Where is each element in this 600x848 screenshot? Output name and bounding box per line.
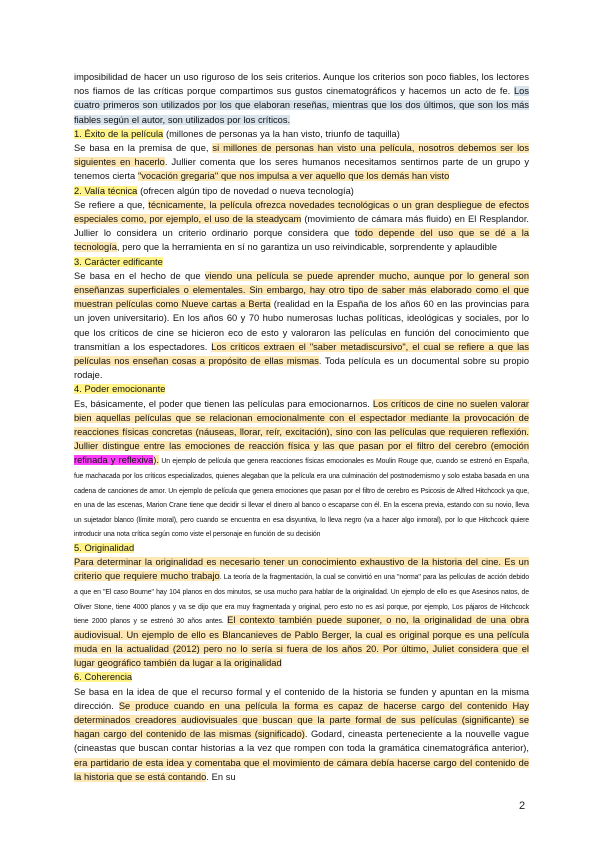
text-run: (millones de personas ya la han visto, triunfo de taquilla) [163, 128, 400, 139]
section-heading [74, 382, 529, 396]
highlighted-text: "vocación gregaria" que nos impulsa a ver aquello que los demás han visto [137, 171, 450, 182]
highlighted-text: 6. Coherencia [74, 672, 133, 683]
highlighted-text: 4. Poder emocionante [74, 384, 166, 395]
highlighted-text: 3. Carácter edificante [74, 256, 163, 267]
text-run: . Toda película es un documental sobre su propio rodaje. [74, 356, 529, 381]
paragraph [74, 685, 529, 784]
text-run: imposibilidad de hacer un uso riguroso de los seis criterios. Aunque los criterios son poco fiables, los lectores nos fiamos de las críticas porque compartimos sus gustos cinematográficos y hacemos un acto de fe. [74, 72, 529, 97]
text-run: Se basa en la idea de que el recurso formal y el contenido de la historia se funden y apuntan en la misma dirección. [74, 686, 529, 711]
paragraph [74, 141, 529, 184]
paragraph [74, 269, 529, 383]
text-run: Es, básicamente, el poder que tienen las películas para emocionarnos. [74, 398, 373, 409]
text-run: , pero que la herramienta en sí no garantiza un uso reivindicable, sorprendente y aplaudible [116, 242, 497, 253]
page-number: 2 [519, 800, 526, 812]
text-run: . Godard, cineasta perteneciente a la nouvelle vague (cineastas que buscan contar historias a la vez que rompen con toda la gramática cinematográfica anterior), [74, 729, 529, 754]
section-heading [74, 541, 529, 555]
highlighted-text: si millones de personas han visto una película, nosotros debemos ser los siguientes en hacerlo [74, 143, 529, 168]
document-page [74, 70, 529, 784]
highlighted-text: era partidario de esta idea y comentaba que el movimiento de cámara debía hacerse cargo del contenido de la historia que se está contando [74, 757, 529, 782]
paragraph [74, 198, 529, 255]
highlighted-text: 1. Éxito de la película [74, 128, 164, 139]
highlighted-text: Se produce cuando en una película la forma es capaz de hacerse cargo del contenido Hay determinados creadores audiovisuales que buscan que la parte formal de sus películas (significante) se hagan cargo del contenido de las mismas (significado) [74, 700, 529, 740]
section-heading [74, 255, 529, 269]
paragraph [74, 397, 529, 541]
paragraph [74, 70, 529, 127]
highlighted-text: 2. Valía técnica [74, 185, 138, 196]
text-run: Se basa en la premisa de que, [74, 143, 213, 154]
highlighted-text: viendo una película se puede aprender mucho, aunque por lo general son enseñanzas superficiales o elementales [74, 270, 529, 296]
section-heading [74, 184, 529, 198]
example-text: . La teoría de la fragmentación, la cual se convirtió en una "norma" para las películas de acción debido a que en "El caso Bourne" hay 104 planos en dos minutos, se usa mucho para hablar de la originalidad. Un ejemplo de ello es que Asesinos natos, de Oliver Stone, tiene 4000 planos y va se dijo que era muy fragmentada y original, pero esto no es así porque, por ejemplo, Los pájaros de Hitchcock tiene 2000 planos y se estrenó 30 años antes. [74, 574, 529, 626]
section-heading [74, 670, 529, 684]
paragraph [74, 555, 529, 670]
highlighted-text: todo depende del uso que se dé a la tecnología [74, 228, 529, 253]
highlighted-text: refinada y reflexiva [74, 455, 154, 466]
highlighted-text: ). [153, 455, 159, 466]
text-run: (ofrecen algún tipo de novedad o nueva tecnología) [137, 185, 354, 196]
highlighted-text: técnicamente, la película ofrezca novedades tecnológicas o un gran despliegue de efectos especiales como, por ejemplo, el uso de la steadycam [74, 199, 529, 225]
text-run: . Jullier comenta que los seres humanos necesitamos sentirnos parte de un grupo y tenemos cierta [74, 157, 529, 182]
highlighted-text: Los críticos de cine no suelen valorar bien aquellas películas que se relacionan emocionalmente con el espectador mediante la provocación de reacciones físicas concretas (náuseas, llorar, reír, excitación), sino con las películas que requieren reflexión. Jullier distingue entre las emociones de reacción física y las que pasan por el filtro del cerebro (emoción [74, 398, 530, 452]
highlighted-text: . Sin embargo, hay otro tipo de saber más elaborado como el que muestran películas como Nueve cartas a Berta [74, 285, 530, 310]
highlighted-text: 5. Originalidad [74, 543, 135, 554]
highlighted-text: Los críticos extraen el "saber metadiscursivo", el cual se refiere a que las películas nos enseñan cosas a propósito de ellas mismas [74, 341, 529, 367]
text-run: Se basa en el hecho de que [74, 270, 205, 281]
highlighted-text: El contexto también puede suponer, o no, la originalidad de una obra audiovisual. Un ejemplo de ello es Blancanieves de Pablo Berger, la cual es original porque es una película muda en la actualidad (2012) pero no lo sería si fuera de los años 20. Por último, Juliet considera que el lugar geográfico también da lugar a la originalidad [74, 615, 529, 669]
example-text: Un ejemplo de película que genera reacciones físicas emocionales es Moulin Rouge que, cuando se estrenó en España, fue machacada por los críticos especializados, quienes alegaban que la película era una culminación del postmodernismo y solo estaba basada en una cadena de canciones de amor. Un ejemplo de película que genera emociones que pasan por el filtro de cerebro es Psicosis de Alfred Hitchcock ya que, en una de las escenas, Marion Crane tiene que decidir si llevar el dinero al banco o escaparse con él. En la escena previa, estando con su novio, lleva un sujetador blanco (límite moral), pero cuando se encuentra en esa disyuntiva, lo lleva negro (va a hacer algo inmoral), por lo que Hitchcock quiere introducir una nota crítica según como viste el personaje en función de su decisión [74, 458, 529, 539]
highlighted-text: Los cuatro primeros son utilizados por los que elaboran reseñas, mientras que los dos últimos, que son los más fiables según el autor, son utilizados por los críticos. [74, 86, 529, 125]
text-run: (realidad en la España de los años 60 en las provincias para un joven universitario). En los años 60 y 70 hubo numerosas luchas políticas, ideológicas y sociales, por lo que los críticos de cine se hicieron eco de esto y valoraron las películas en función del conocimiento que transmitían a los espectadores. [74, 299, 529, 352]
section-heading [74, 127, 529, 141]
text-run: Se refiere a que, [74, 199, 149, 210]
highlighted-text: Para determinar la originalidad es necesario tener un conocimiento exhaustivo de la historia del cine. Es un criterio que requiere mucho trabajo [74, 557, 529, 582]
text-run: . En su [206, 771, 236, 782]
text-run: (movimiento de cámara más fluido) en El Resplandor. Jullier lo considera un criterio ordinario porque considera que [74, 214, 529, 239]
